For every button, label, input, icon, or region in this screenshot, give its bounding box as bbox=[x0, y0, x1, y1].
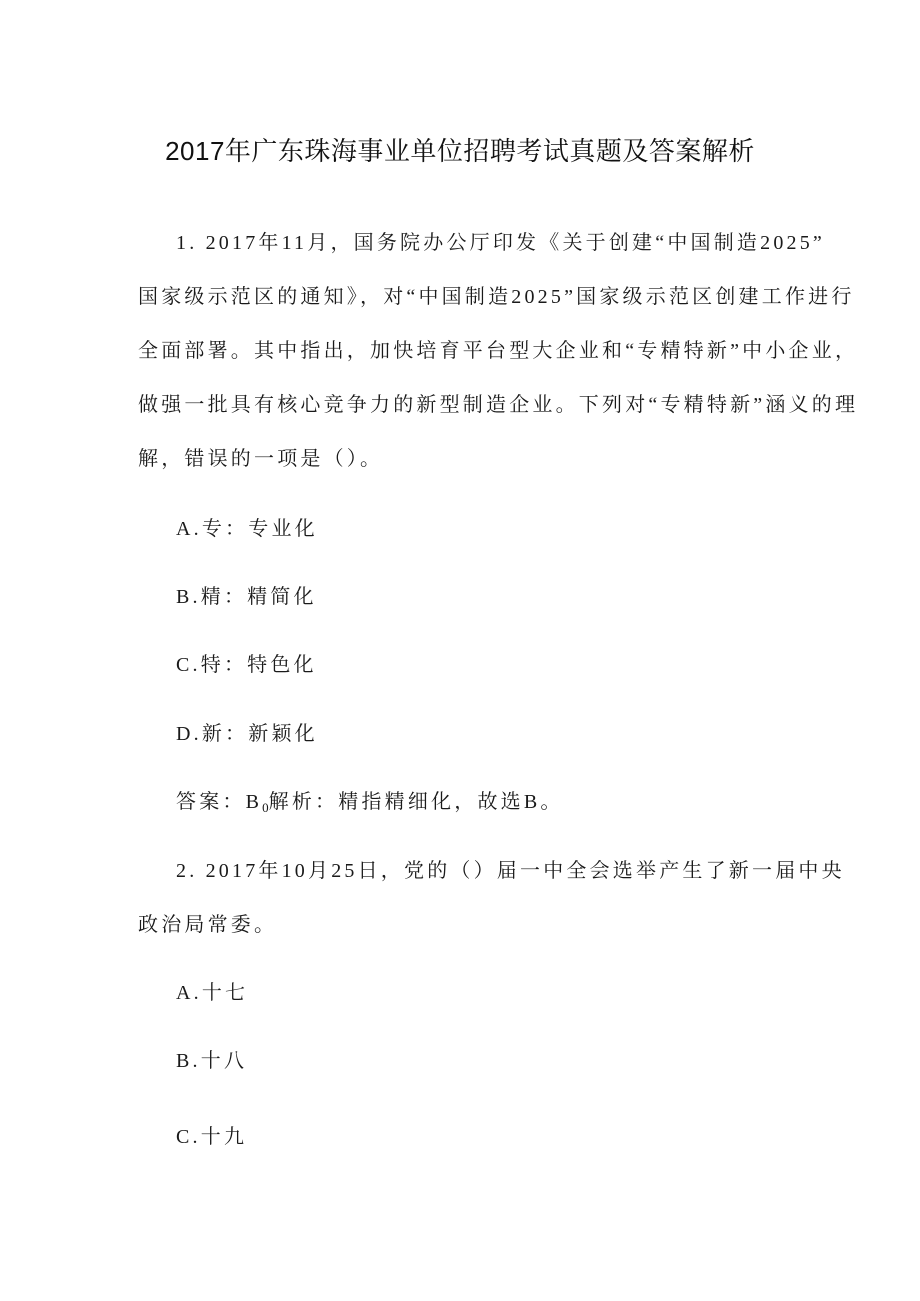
option-d: D.新：新颖化 bbox=[176, 723, 318, 745]
question-1-line-4: 做强一批具有核心竞争力的新型制造企业。下列对“专精特新”涵义的理 bbox=[138, 394, 859, 416]
document-title: 2017年广东珠海事业单位招聘考试真题及答案解析 bbox=[165, 136, 755, 167]
option-c: C.特：特色化 bbox=[176, 654, 317, 676]
option-b: B.十八 bbox=[176, 1050, 248, 1072]
question-1-line-2: 国家级示范区的通知》，对“中国制造2025”国家级示范区创建工作进行 bbox=[138, 286, 855, 308]
explanation-text: 解析：精指精细化，故选B。 bbox=[268, 791, 564, 813]
option-a: A.专：专业化 bbox=[176, 518, 318, 540]
question-1-line-3: 全面部署。其中指出，加快培育平台型大企业和“专精特新”中小企业， bbox=[138, 340, 859, 362]
question-2-line-1: 2. 2017年10月25日，党的（）届一中全会选举产生了新一届中央 bbox=[176, 860, 845, 882]
answer-explanation bbox=[176, 787, 564, 823]
option-a: A.十七 bbox=[176, 982, 249, 1004]
answer-subscript: 0 bbox=[262, 800, 269, 815]
option-b: B.精：精简化 bbox=[176, 586, 317, 608]
question-1-line-1: 1. 2017年11月，国务院办公厅印发《关于创建“中国制造2025” bbox=[176, 232, 826, 254]
question-1-line-5: 解，错误的一项是（）。 bbox=[138, 448, 384, 470]
question-2-line-2: 政治局常委。 bbox=[138, 914, 278, 936]
answer-label: 答案：B bbox=[176, 791, 263, 813]
option-c: C.十九 bbox=[176, 1126, 248, 1148]
